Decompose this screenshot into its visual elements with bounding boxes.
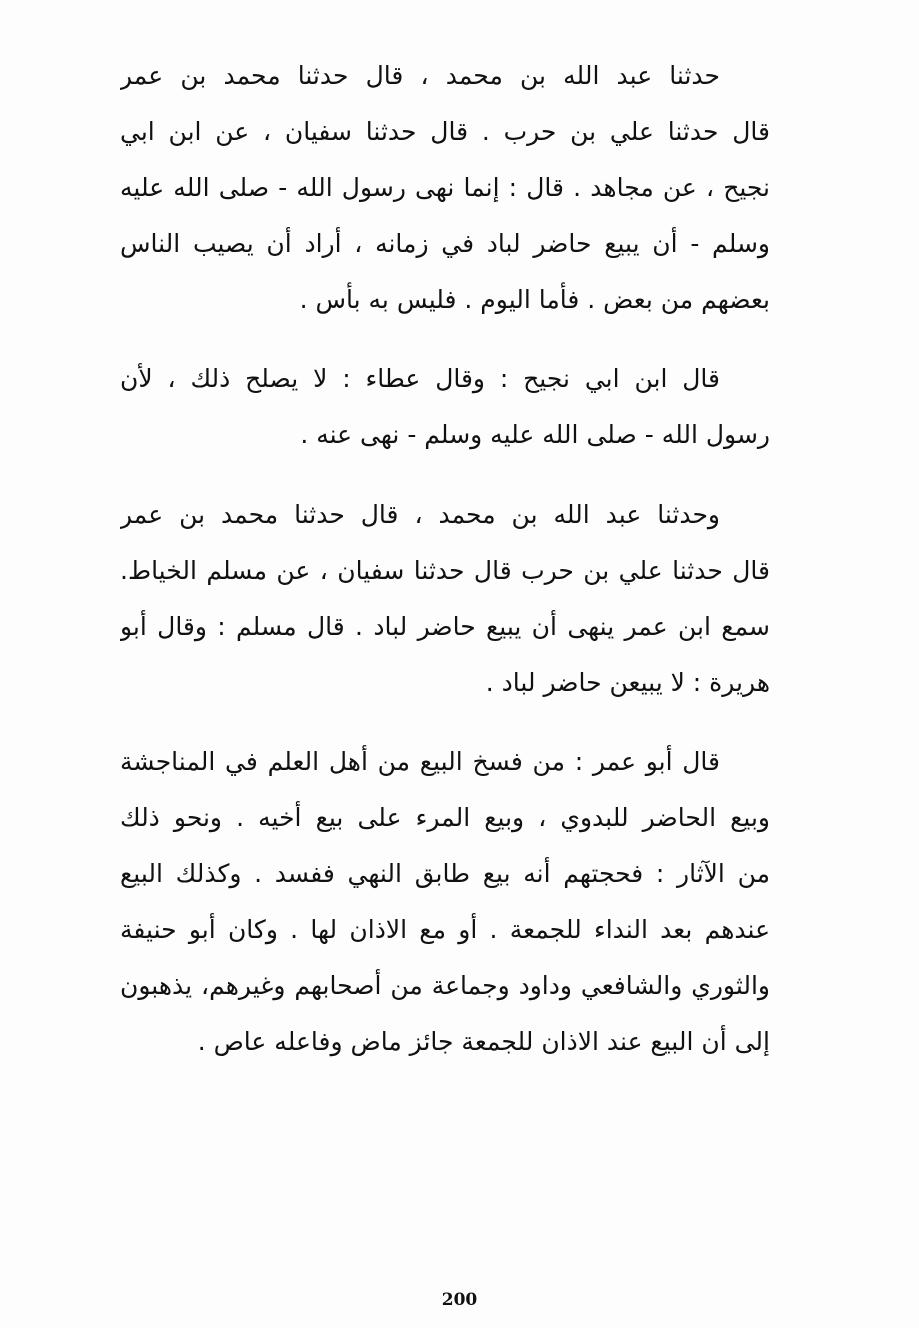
paragraph-abu-umar	[120, 734, 770, 1070]
text-line: إلى أن البيع عند الاذان للجمعة جائز ماض وفاعله عاص .	[197, 1027, 770, 1056]
text-line: وسلم - أن يبيع حاضر لباد في زمانه ، أراد أن يصيب الناس	[120, 229, 770, 258]
text-line: والثوري والشافعي وداود وجماعة من أصحابهم وغيرهم، يذهبون	[120, 971, 770, 1000]
text-line: قال أبو عمر : من فسخ البيع من أهل العلم في المناجشة	[120, 747, 720, 776]
text-line: وحدثنا عبد الله بن محمد ، قال حدثنا محمد بن عمر	[120, 500, 720, 529]
paragraph-hadith-2	[120, 487, 770, 711]
text-line: سمع ابن عمر ينهى أن يبيع حاضر لباد . قال مسلم : وقال أبو	[120, 612, 770, 641]
text-line: نجيح ، عن مجاهد . قال : إنما نهى رسول الله - صلى الله عليه	[120, 173, 770, 202]
text-line: وبيع الحاضر للبدوي ، وبيع المرء على بيع أخيه . ونحو ذلك	[120, 803, 770, 832]
text-line: قال حدثنا علي بن حرب قال حدثنا سفيان ، عن مسلم الخياط.	[120, 556, 770, 585]
paragraph-ibn-abi-najih	[120, 351, 770, 463]
text-line: حدثنا عبد الله بن محمد ، قال حدثنا محمد بن عمر	[120, 61, 720, 90]
text-line: قال ابن ابي نجيح : وقال عطاء : لا يصلح ذلك ، لأن	[120, 364, 720, 393]
paragraph-hadith-1	[120, 48, 770, 328]
text-line: عندهم بعد النداء للجمعة . أو مع الاذان لها . وكان أبو حنيفة	[120, 915, 770, 944]
text-line: بعضهم من بعض . فأما اليوم . فليس به بأس .	[299, 285, 770, 314]
text-line: رسول الله - صلى الله عليه وسلم - نهى عنه .	[300, 420, 770, 449]
page-number: 200	[441, 1290, 478, 1310]
text-line: قال حدثنا علي بن حرب . قال حدثنا سفيان ، عن ابن ابي	[120, 117, 770, 146]
text-line: هريرة : لا يبيعن حاضر لباد .	[485, 668, 770, 697]
text-line: من الآثار : فحجتهم أنه بيع طابق النهي ففسد . وكذلك البيع	[120, 859, 770, 888]
